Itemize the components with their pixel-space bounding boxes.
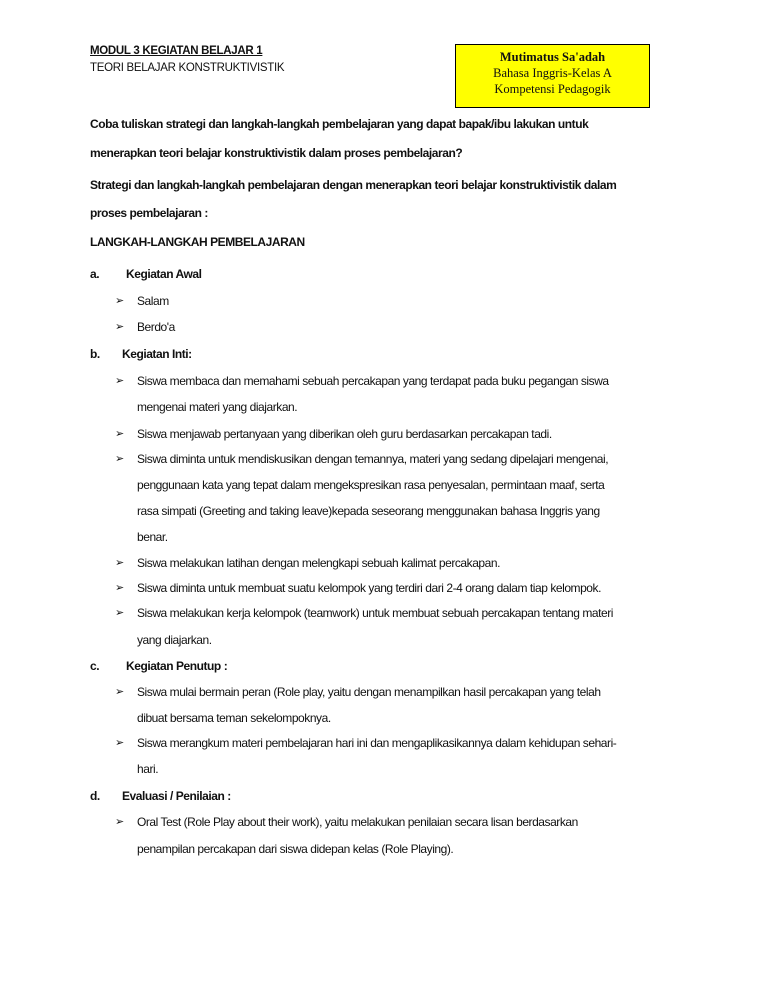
bullet-arrow-icon: ➢ [115,452,125,465]
section-letter: a. [90,267,100,281]
section-letter: b. [90,347,100,361]
list-item: Siswa diminta untuk mendiskusikan dengan temannya, materi yang sedang dipelajari mengenai, [137,452,609,466]
list-item: Siswa menjawab pertanyaan yang diberikan oleh guru berdasarkan percakapan tadi. [137,427,552,441]
list-item: Berdo'a [137,320,175,334]
list-item-continuation: rasa simpati (Greeting and taking leave)kepada seseorang menggunakan bahasa Inggris yang [137,504,600,518]
bullet-arrow-icon: ➢ [115,685,125,698]
section-title-evaluasi: Evaluasi / Penilaian : [122,789,231,803]
list-item: Salam [137,294,169,308]
bullet-arrow-icon: ➢ [115,606,125,619]
list-item: Siswa melakukan kerja kelompok (teamwork) untuk membuat sebuah percakapan tentang materi [137,606,613,620]
module-title: MODUL 3 KEGIATAN BELAJAR 1 [90,45,263,57]
section-title-kegiatan-awal: Kegiatan Awal [126,267,202,281]
author-competency: Kompetensi Pedagogik [494,82,611,96]
list-item: Siswa merangkum materi pembelajaran hari ini dan mengaplikasikannya dalam kehidupan sehari- [137,736,617,750]
answer-intro-line: proses pembelajaran : [90,206,208,220]
answer-intro-line: Strategi dan langkah-langkah pembelajaran dengan menerapkan teori belajar konstruktivistik dalam [90,178,617,192]
list-item: Siswa melakukan latihan dengan melengkapi sebuah kalimat percakapan. [137,556,500,570]
bullet-arrow-icon: ➢ [115,427,125,440]
bullet-arrow-icon: ➢ [115,320,125,333]
list-item: Siswa membaca dan memahami sebuah percakapan yang terdapat pada buku pegangan siswa [137,374,609,388]
list-item: Siswa diminta untuk membuat suatu kelompok yang terdiri dari 2-4 orang dalam tiap kelompok. [137,581,601,595]
bullet-arrow-icon: ➢ [115,815,125,828]
list-item-continuation: penampilan percakapan dari siswa didepan kelas (Role Playing). [137,842,454,856]
author-info-box [455,44,650,108]
list-item-continuation: hari. [137,762,159,776]
bullet-arrow-icon: ➢ [115,374,125,387]
bullet-arrow-icon: ➢ [115,294,125,307]
question-line: menerapkan teori belajar konstruktivistik dalam proses pembelajaran? [90,146,463,160]
section-letter: c. [90,659,100,673]
list-item-continuation: penggunaan kata yang tepat dalam mengekspresikan rasa penyesalan, permintaan maaf, serta [137,478,605,492]
list-item-continuation: dibuat bersama teman sekelompoknya. [137,711,331,725]
module-subtitle: TEORI BELAJAR KONSTRUKTIVISTIK [90,62,285,74]
steps-heading: LANGKAH-LANGKAH PEMBELAJARAN [90,235,305,249]
list-item-continuation: benar. [137,530,168,544]
list-item-continuation: yang diajarkan. [137,633,212,647]
author-class: Bahasa Inggris-Kelas A [493,66,612,80]
list-item-continuation: mengenai materi yang diajarkan. [137,400,298,414]
section-letter: d. [90,789,100,803]
question-line: Coba tuliskan strategi dan langkah-langkah pembelajaran yang dapat bapak/ibu lakukan untuk [90,117,589,131]
bullet-arrow-icon: ➢ [115,736,125,749]
bullet-arrow-icon: ➢ [115,556,125,569]
list-item: Oral Test (Role Play about their work), yaitu melakukan penilaian secara lisan berdasarkan [137,815,578,829]
list-item: Siswa mulai bermain peran (Role play, yaitu dengan menampilkan hasil percakapan yang telah [137,685,601,699]
section-title-kegiatan-inti: Kegiatan Inti: [122,347,192,361]
author-name: Mutimatus Sa'adah [499,50,606,64]
section-title-kegiatan-penutup: Kegiatan Penutup : [126,659,228,673]
bullet-arrow-icon: ➢ [115,581,125,594]
